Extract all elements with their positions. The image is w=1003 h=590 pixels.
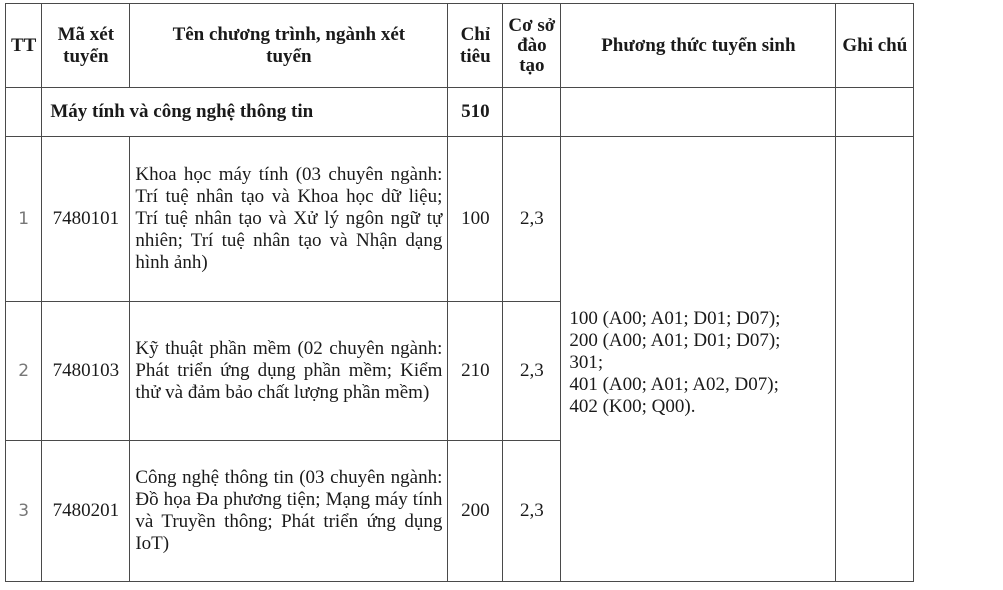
phuong-thuc-line: 301; (569, 352, 604, 373)
header-phuong-thuc: Phương thức tuyển sinh (561, 4, 836, 88)
header-ma-line-1: Mã xét (57, 23, 115, 45)
row-ten: Kỹ thuật phần mềm (02 chuyên ngành: Phát triển ứng dụng phần mềm; Kiểm thử và đảm bảo chất lượng phần mềm) (130, 302, 448, 441)
phuong-thuc-line: 402 (K00; Q00). (569, 396, 696, 417)
header-co-so-dao-tao (503, 4, 561, 88)
row-ma: 7480201 (42, 441, 130, 582)
header-ghi-chu: Ghi chú (836, 4, 914, 88)
header-chi-tieu (448, 4, 503, 88)
header-ten-line-1: Tên chương trình, ngành xét (172, 23, 406, 45)
phuong-thuc-line: 200 (A00; A01; D01; D07); (569, 330, 781, 351)
row-co-so: 2,3 (503, 137, 561, 302)
phuong-thuc-line: 401 (A00; A01; A02, D07); (569, 374, 779, 395)
header-ten-line-2: tuyển (266, 45, 312, 67)
group-tt-cell (6, 88, 42, 137)
row-chi-tieu: 200 (448, 441, 503, 582)
row-ten: Khoa học máy tính (03 chuyên ngành: Trí tuệ nhân tạo và Khoa học dữ liệu; Trí tuệ nhân tạo và Xử lý ngôn ngữ tự nhiên; Trí tuệ nhân tạo và Nhận dạng hình ảnh) (130, 137, 448, 302)
admissions-table-container (5, 3, 914, 582)
table-row (6, 137, 914, 302)
row-co-so: 2,3 (503, 441, 561, 582)
header-tt: TT (6, 4, 42, 88)
ghi-chu-cell (836, 137, 914, 582)
group-chi-tieu: 510 (448, 88, 503, 137)
row-ma: 7480103 (42, 302, 130, 441)
header-co-line-2: đào (517, 34, 547, 56)
row-ten: Công nghệ thông tin (03 chuyên ngành: Đồ họa Đa phương tiện; Mạng máy tính và Truyền thông; Phát triển ứng dụng IoT) (130, 441, 448, 582)
header-ma-xet-tuyen (42, 4, 130, 88)
header-chi-line-2: tiêu (460, 45, 491, 67)
group-ghi-chu-cell (836, 88, 914, 137)
row-tt: 1 (6, 137, 42, 302)
header-row (6, 4, 914, 88)
phuong-thuc-line: 100 (A00; A01; D01; D07); (569, 308, 781, 329)
row-chi-tieu: 100 (448, 137, 503, 302)
row-chi-tieu: 210 (448, 302, 503, 441)
header-co-line-3: tạo (519, 54, 545, 76)
phuong-thuc-cell (561, 137, 836, 582)
group-co-so-cell (503, 88, 561, 137)
row-tt: 3 (6, 441, 42, 582)
header-co-line-1: Cơ sở (508, 14, 556, 36)
header-chi-line-1: Chỉ (460, 23, 491, 45)
group-row (6, 88, 914, 137)
row-tt: 2 (6, 302, 42, 441)
group-title: Máy tính và công nghệ thông tin (42, 88, 448, 137)
row-ma: 7480101 (42, 137, 130, 302)
group-phuong-thuc-cell (561, 88, 836, 137)
header-ten-chuong-trinh (130, 4, 448, 88)
admissions-table (5, 3, 914, 582)
row-co-so: 2,3 (503, 302, 561, 441)
header-ma-line-2: tuyển (63, 45, 109, 67)
